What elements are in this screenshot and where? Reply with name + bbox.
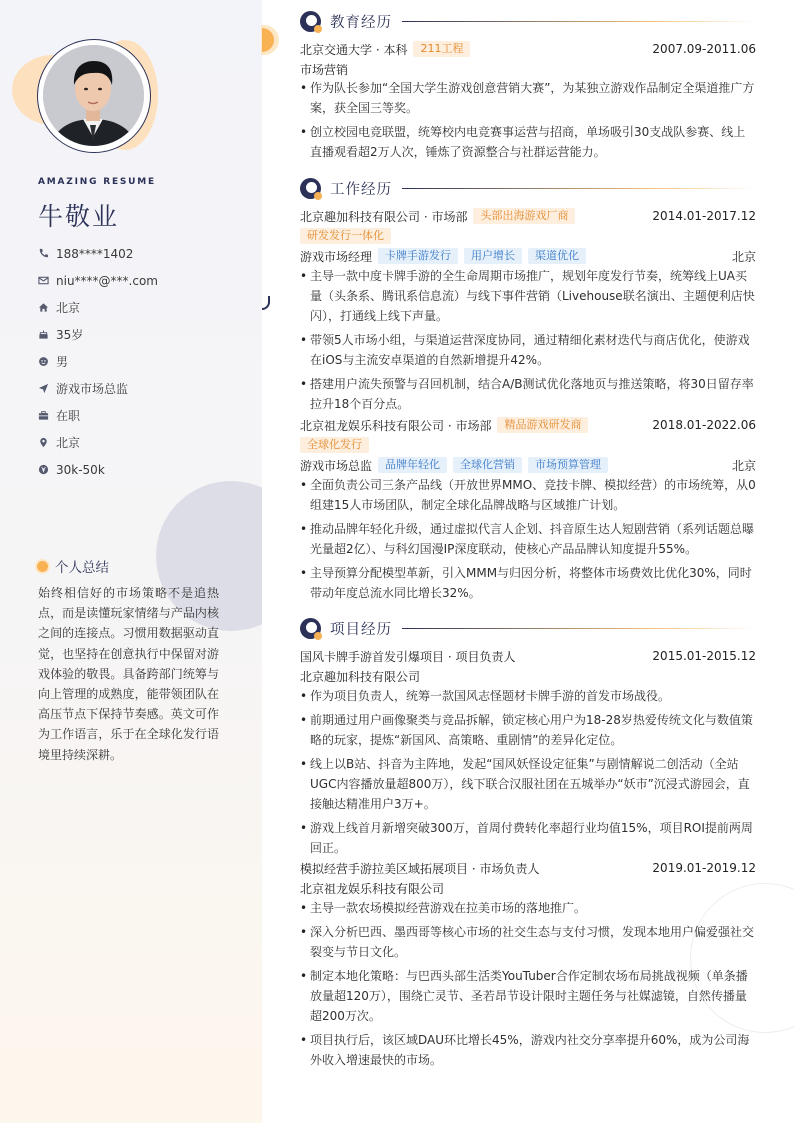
role-tag: 用户增长 <box>464 248 522 264</box>
info-status: 在职 <box>38 402 158 429</box>
company-tag: 头部出海游戏厂商 <box>473 208 575 224</box>
education-date: 2007.09-2011.06 <box>652 42 756 56</box>
section-header-education: 教育经历 <box>300 11 756 32</box>
role-tag: 品牌年轻化 <box>378 457 447 473</box>
decor-arc-navy <box>262 296 270 310</box>
role-tag: 市场预算管理 <box>528 457 608 473</box>
avatar <box>43 45 144 146</box>
project-date: 2019.01-2019.12 <box>652 861 756 875</box>
summary-dot-icon <box>37 561 48 572</box>
phone-icon <box>38 248 56 259</box>
work-date: 2018.01-2022.06 <box>652 418 756 432</box>
project-company: 北京祖龙娱乐科技有限公司 <box>300 881 445 896</box>
info-gender: 男 <box>38 348 158 375</box>
list-item: • 作为项目负责人，统筹一款国风志怪题材卡牌手游的首发市场战役。 <box>300 686 756 706</box>
info-email: niu****@***.com <box>38 267 158 294</box>
list-item: • 线上以B站、抖音为主阵地，发起“国风妖怪设定征集”与剧情解说二创活动（全站UGC内容播放量超800万），线下联合汉服社团在五城举办“妖市”沉浸式游园会，直接触达精准用户3万+。 <box>300 754 756 814</box>
list-item: • 全面负责公司三条产品线（开放世界MMO、竞技卡牌、模拟经营）的市场统筹，从0组建15人市场团队，制定全球化品牌战略与区域推广计划。 <box>300 475 756 515</box>
info-work-location: 北京 <box>38 429 158 456</box>
list-item: • 搭建用户流失预警与召回机制，结合A/B测试优化落地页与推送策略，将30日留存率拉升18个百分点。 <box>300 374 756 414</box>
avatar-portrait <box>43 45 144 146</box>
company-name: 北京祖龙娱乐科技有限公司 · 市场部 <box>300 418 492 433</box>
list-item: • 制定本地化策略：与巴西头部生活类YouTuber合作定制农场布局挑战视频（单条播放量超120万），围绕亡灵节、圣若昂节设计限时主题任务与社媒滤镜，自然传播量超200万次。 <box>300 966 756 1026</box>
project-entry <box>300 858 756 1074</box>
list-item: • 游戏上线首月新增突破300万，首周付费转化率超行业均值15%，项目ROI提前两周回正。 <box>300 818 756 858</box>
project-bullets <box>300 898 756 1070</box>
role-tag: 渠道优化 <box>528 248 586 264</box>
project-name: 模拟经营手游拉美区域拓展项目 · 市场负责人 <box>300 861 540 876</box>
school-name: 北京交通大学 · 本科 <box>300 42 408 57</box>
location-icon <box>38 437 56 448</box>
list-item: • 主导预算分配模型革新，引入MMM与归因分析，将整体市场费效比优化30%，同时带动年度总流水同比增长32%。 <box>300 563 756 603</box>
work-bullets <box>300 266 756 414</box>
section-icon <box>300 11 321 32</box>
list-item: • 深入分析巴西、墨西哥等核心市场的社交生态与支付习惯，发现本地用户偏爱强社交裂变与节日文化。 <box>300 922 756 962</box>
email-icon <box>38 275 56 286</box>
project-entry <box>300 646 756 862</box>
work-date: 2014.01-2017.12 <box>652 209 756 223</box>
job-role: 游戏市场经理 <box>300 249 373 264</box>
project-name: 国风卡牌手游首发引爆项目 · 项目负责人 <box>300 649 516 664</box>
list-item: • 前期通过用户画像聚类与竞品拆解，锁定核心用户为18-28岁热爱传统文化与数值策略的玩家，提炼“新国风、高策略、重剧情”的差异化定位。 <box>300 710 756 750</box>
salary-icon <box>38 464 56 475</box>
company-tag: 研发发行一体化 <box>300 228 391 244</box>
list-item: • 推动品牌年轻化升级，通过虚拟代言人企划、抖音原生达人短剧营销（系列话题总曝光量超2亿）、与科幻国漫IP深度联动，使核心产品品牌认知度提升55%。 <box>300 519 756 559</box>
summary-text: 始终相信好的市场策略不是追热点，而是读懂玩家情绪与产品内核之间的连接点。习惯用数据驱动直觉，也坚持在创意执行中保留对游戏体验的敬畏。具备跨部门统筹与向上管理的成熟度，能带领团队在高压节点下保持节奏感。英文可作为工作语言，乐于在全球化发行语境里持续深耕。 <box>38 586 219 762</box>
send-icon <box>38 383 56 394</box>
section-icon <box>300 178 321 199</box>
list-item: • 作为队长参加“全国大学生游戏创意营销大赛”，为某独立游戏作品制定全渠道推广方案，获全国三等奖。 <box>300 78 756 118</box>
list-item: • 带领5人市场小组，与渠道运营深度协同，通过精细化素材迭代与商店优化，使游戏在iOS与主流安卓渠道的自然新增提升42%。 <box>300 330 756 370</box>
job-city: 北京 <box>731 249 756 264</box>
summary-heading: 个人总结 <box>37 556 109 576</box>
job-role: 游戏市场总监 <box>300 458 373 473</box>
project-company: 北京趣加科技有限公司 <box>300 669 421 684</box>
info-salary: 30k-50k <box>38 456 158 483</box>
section-divider <box>402 188 756 189</box>
info-target-position: 游戏市场总监 <box>38 375 158 402</box>
school-tag: 211工程 <box>413 41 470 57</box>
section-header-work: 工作经历 <box>300 178 756 199</box>
work-entry <box>300 415 756 607</box>
decor-half-circle-orange <box>262 28 274 52</box>
resume-tagline: AMAZING RESUME <box>38 177 156 187</box>
info-city: 北京 <box>38 294 158 321</box>
cake-icon <box>38 329 56 340</box>
list-item: • 主导一款中度卡牌手游的全生命周期市场推广，规划年度发行节奏，统筹线上UA买量（头条系、腾讯系信息流）与线下事件营销（Livehouse联名演出、主题便利店快闪），打通线上线下声量。 <box>300 266 756 326</box>
project-date: 2015.01-2015.12 <box>652 649 756 663</box>
section-header-projects: 项目经历 <box>300 618 756 639</box>
role-tag: 卡牌手游发行 <box>378 248 458 264</box>
candidate-name: 牛敬业 <box>38 202 120 231</box>
education-entry <box>300 39 756 166</box>
company-tag: 精品游戏研发商 <box>497 417 588 433</box>
briefcase-icon <box>38 410 56 421</box>
company-name: 北京趣加科技有限公司 · 市场部 <box>300 209 468 224</box>
education-major: 市场营销 <box>300 62 349 77</box>
company-tag: 全球化发行 <box>300 437 369 453</box>
education-bullets <box>300 78 756 162</box>
section-divider <box>402 21 756 22</box>
project-bullets <box>300 686 756 858</box>
home-icon <box>38 302 56 313</box>
list-item: • 创立校园电竞联盟，统筹校内电竞赛事运营与招商，单场吸引30支战队参赛、线上直播观看超2万人次，锤炼了资源整合与社群运营能力。 <box>300 122 756 162</box>
avatar-frame <box>37 39 151 153</box>
sidebar <box>0 0 262 1123</box>
work-entry <box>300 206 756 418</box>
section-divider <box>402 628 756 629</box>
list-item: • 主导一款农场模拟经营游戏在拉美市场的落地推广。 <box>300 898 756 918</box>
section-icon <box>300 618 321 639</box>
work-bullets <box>300 475 756 603</box>
job-city: 北京 <box>731 458 756 473</box>
info-age: 35岁 <box>38 321 158 348</box>
contact-info-list <box>38 240 158 483</box>
gender-icon <box>38 356 56 367</box>
info-phone: 188****1402 <box>38 240 158 267</box>
role-tag: 全球化营销 <box>453 457 522 473</box>
list-item: • 项目执行后，该区域DAU环比增长45%，游戏内社交分享率提升60%，成为公司海外收入增速最快的市场。 <box>300 1030 756 1070</box>
